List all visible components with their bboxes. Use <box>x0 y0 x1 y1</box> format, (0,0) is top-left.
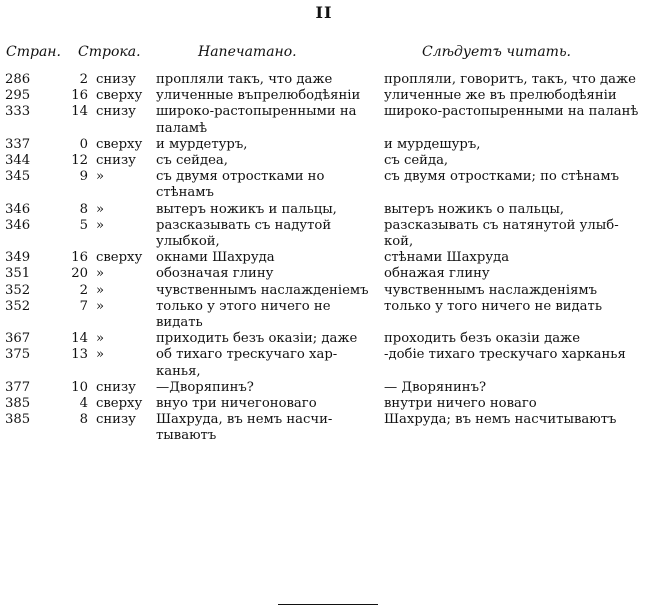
row-correct-text: съ двумя отростками; по стѣнамъ <box>384 169 619 185</box>
row-page: 352 <box>5 298 31 314</box>
row-correct-text: внутри ничего новаго <box>384 396 537 411</box>
row-line: 14 <box>71 104 88 120</box>
row-correct-text: вытеръ ножикъ о пальцы, <box>384 201 565 217</box>
row-line: 20 <box>71 266 88 282</box>
row-printed-text: окнами Шахруда <box>156 250 275 266</box>
row-direction: » <box>96 298 105 314</box>
row-direction: сверху <box>96 396 143 411</box>
row-printed-text: улыбкой, <box>156 234 220 249</box>
row-printed-text: широко-растопыренными на <box>156 104 357 120</box>
row-printed-text: разсказывать съ надутой <box>156 217 332 233</box>
row-correct-text: только у того ничего не видать <box>384 298 602 314</box>
row-page: 385 <box>5 396 31 411</box>
row-printed-text: вытеръ ножикъ и пальцы, <box>156 201 337 217</box>
row-direction: » <box>96 169 105 185</box>
row-direction: снизу <box>96 412 136 428</box>
row-line: 2 <box>79 72 88 87</box>
row-correct-text: кой, <box>384 234 414 249</box>
header-page: Стран. <box>6 44 61 60</box>
row-direction: » <box>96 266 105 282</box>
row-line: 14 <box>71 331 88 347</box>
row-printed-text: —Дворяпинъ? <box>156 379 254 395</box>
row-line: 8 <box>79 201 88 217</box>
row-printed-text: об тихаго трескучаго хар- <box>156 347 338 363</box>
row-page: 349 <box>5 250 31 266</box>
row-page: 385 <box>5 412 31 428</box>
row-direction: снизу <box>96 104 136 120</box>
row-line: 16 <box>71 88 88 104</box>
row-printed-text: только у этого ничего не <box>156 298 331 314</box>
row-line: 5 <box>79 217 88 233</box>
row-correct-text: стѣнами Шахруда <box>384 250 510 266</box>
header-line: Строка. <box>78 44 141 60</box>
row-printed-text: чувственнымъ наслажденіемъ <box>156 282 369 298</box>
footer-rule <box>278 604 378 605</box>
row-direction: » <box>96 201 105 217</box>
row-page: 344 <box>5 153 31 168</box>
row-correct-text: съ сейда, <box>384 153 449 168</box>
row-page: 377 <box>5 379 31 395</box>
row-printed-text: внуо три ничегоноваго <box>156 396 317 411</box>
row-correct-text: уличенные же въ прелюбодѣяніи <box>384 88 617 104</box>
row-correct-text: обнажая глину <box>384 266 490 282</box>
row-direction: снизу <box>96 379 136 395</box>
row-printed-text: видать <box>156 315 203 330</box>
row-page: 375 <box>5 347 31 363</box>
row-line: 13 <box>71 347 88 363</box>
row-printed-text: уличенные въпрелюбодѣяніи <box>156 88 361 104</box>
row-printed-text: съ двумя отростками но <box>156 169 325 185</box>
header-correct: Слѣдуетъ читать. <box>422 44 572 60</box>
page-number: II <box>315 3 333 22</box>
row-correct-text: проходить безъ оказіи даже <box>384 331 580 347</box>
row-page: 337 <box>5 136 31 152</box>
row-printed-text: пропляли такъ, что даже <box>156 72 333 87</box>
row-direction: снизу <box>96 72 136 87</box>
row-printed-text: стѣнамъ <box>156 185 214 201</box>
row-line: 8 <box>79 412 88 428</box>
row-line: 2 <box>79 282 88 298</box>
row-correct-text: чувственнымъ наслажденіямъ <box>384 282 598 298</box>
row-correct-text: разсказывать съ натянутой улыб- <box>384 217 619 233</box>
row-line: 16 <box>71 250 88 266</box>
row-correct-text: — Дворянинъ? <box>384 379 487 395</box>
row-printed-text: Шахруда, въ немъ насчи- <box>156 412 333 428</box>
row-page: 286 <box>5 72 31 87</box>
row-printed-text: приходить безъ оказіи; даже <box>156 331 358 347</box>
row-line: 9 <box>79 169 88 185</box>
row-correct-text: Шахруда; въ немъ насчитываютъ <box>384 412 617 428</box>
row-printed-text: обозначая глину <box>156 266 274 282</box>
row-line: 4 <box>79 396 88 411</box>
row-line: 7 <box>79 298 88 314</box>
row-page: 333 <box>5 104 31 120</box>
row-page: 346 <box>5 217 31 233</box>
row-printed-text: и мурдетуръ, <box>156 136 248 152</box>
row-printed-text: паламѣ <box>156 120 208 136</box>
row-line: 12 <box>71 153 88 168</box>
row-printed-text: съ сейдеа, <box>156 153 228 168</box>
header-printed: Напечатано. <box>198 44 297 60</box>
row-direction: » <box>96 217 105 233</box>
row-direction: » <box>96 347 105 363</box>
row-correct-text: и мурдешуръ, <box>384 136 481 152</box>
row-correct-text: широко-растопыренными на паланѣ <box>384 104 639 120</box>
row-line: 0 <box>79 136 88 152</box>
row-correct-text: -добіе тихаго трескучаго харканья <box>384 347 626 363</box>
row-page: 346 <box>5 201 31 217</box>
row-page: 367 <box>5 331 31 347</box>
row-direction: » <box>96 331 105 347</box>
row-printed-text: канья, <box>156 363 201 379</box>
row-direction: сверху <box>96 136 143 152</box>
row-page: 345 <box>5 169 31 185</box>
row-page: 351 <box>5 266 31 282</box>
row-printed-text: тываютъ <box>156 428 217 444</box>
row-page: 352 <box>5 282 31 298</box>
row-correct-text: пропляли, говоритъ, такъ, что даже <box>384 72 636 87</box>
row-direction: снизу <box>96 153 136 168</box>
row-page: 295 <box>5 88 31 104</box>
row-line: 10 <box>71 379 88 395</box>
row-direction: сверху <box>96 88 143 104</box>
row-direction: сверху <box>96 250 143 266</box>
row-direction: » <box>96 282 105 298</box>
